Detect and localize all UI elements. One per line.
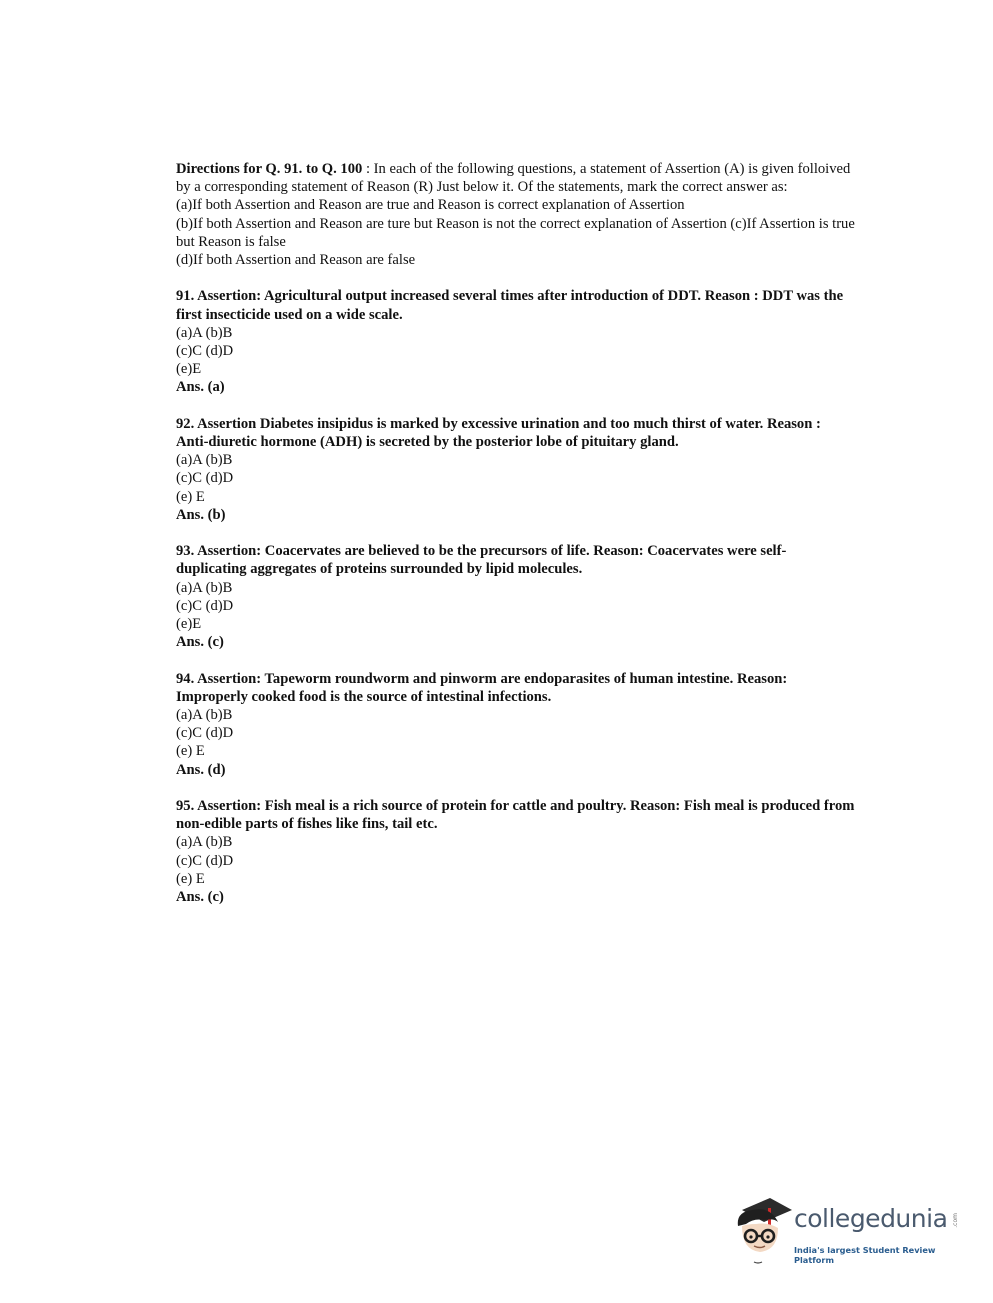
question-94: [176, 670, 856, 779]
document-body: [176, 160, 856, 906]
question-option: (a)A (b)B: [176, 324, 233, 341]
directions-option-a: (a)If both Assertion and Reason are true and Reason is correct explanation of Assertion: [176, 197, 685, 214]
question-92: [176, 415, 856, 524]
question-answer: Ans. (a): [176, 379, 225, 396]
question-option: (a)A (b)B: [176, 452, 233, 469]
directions-intro: [176, 160, 856, 196]
question-option: (e) E: [176, 488, 205, 505]
question-93: [176, 542, 856, 651]
question-text: 93. Assertion: Coacervates are believed to be the precursors of life. Reason: Coacervates were self-duplicating aggregates of proteins surrounded by lipid molecules.: [176, 543, 787, 578]
question-answer: Ans. (d): [176, 761, 226, 778]
question-option: (e)E: [176, 616, 202, 633]
question-option: (c)C (d)D: [176, 470, 234, 487]
question-option: (a)A (b)B: [176, 834, 233, 851]
question-91: [176, 287, 856, 396]
question-option: (e)E: [176, 361, 202, 378]
question-text: 92. Assertion Diabetes insipidus is marked by excessive urination and too much thirst of water. Reason : Anti-diuretic hormone (ADH) is secreted by the posterior lobe of pituitary gland.: [176, 415, 821, 451]
question-95: [176, 797, 856, 906]
logo-wordmark: collegedunia: [794, 1204, 948, 1233]
question-option: (c)C (d)D: [176, 343, 234, 360]
question-option: (c)C (d)D: [176, 597, 234, 614]
directions-option-d: (d)If both Assertion and Reason are false: [176, 252, 416, 269]
directions-text: : In each of the following questions, a statement of Assertion (A) is given folloived by a corresponding statement of Reason (R) Just below it. Of the statements, mark the correct answer as:: [176, 161, 851, 196]
logo-tagline: India's largest Student Review Platform: [794, 1245, 936, 1265]
question-option: (e) E: [176, 870, 205, 887]
question-answer: Ans. (c): [176, 889, 224, 906]
directions-option-b: (b)If both Assertion and Reason are ture but Reason is not the correct explanation of Assertion (c)If Assertion is true but Reason is false: [176, 215, 855, 250]
directions-block: [176, 160, 856, 269]
question-option: (e) E: [176, 743, 205, 760]
question-option: (a)A (b)B: [176, 579, 233, 596]
question-answer: Ans. (c): [176, 634, 224, 651]
question-option: (a)A (b)B: [176, 707, 233, 724]
directions-label: Directions for Q. 91. to Q. 100: [176, 161, 363, 177]
logo-domain: .com: [952, 1213, 959, 1228]
question-text: 94. Assertion: Tapeworm roundworm and pinworm are endoparasites of human intestine. Reason: Improperly cooked food is the source of intestinal infections.: [176, 670, 788, 705]
question-option: (c)C (d)D: [176, 725, 234, 742]
collegedunia-logo: [734, 1196, 964, 1272]
question-text: 95. Assertion: Fish meal is a rich source of protein for cattle and poultry. Reason: Fish meal is produced from non-edible parts of fishes like fins, tail etc.: [176, 798, 855, 833]
question-text: 91. Assertion: Agricultural output increased several times after introduction of DDT. Reason : DDT was the first insecticide used on a wide scale.: [176, 288, 844, 323]
question-answer: Ans. (b): [176, 506, 226, 523]
mascot-icon: [734, 1196, 794, 1272]
question-option: (c)C (d)D: [176, 852, 234, 869]
